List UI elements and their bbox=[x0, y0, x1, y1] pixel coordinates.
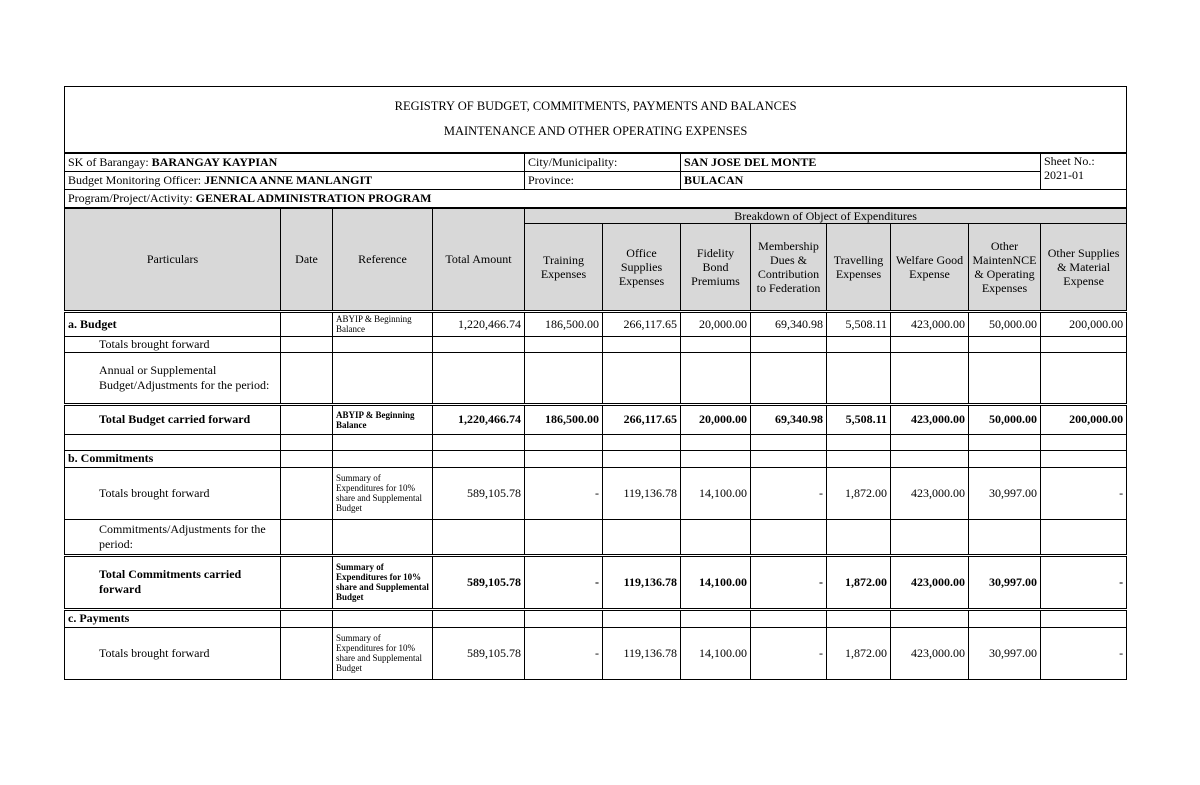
commitments-carried-value: 1,872.00 bbox=[827, 555, 891, 609]
commitments-carried-reference: Summary of Expenditures for 10% share and Supplemental Budget bbox=[333, 555, 433, 609]
sk-value: BARANGAY KAYPIAN bbox=[151, 154, 278, 169]
commitments-carried-value: - bbox=[751, 555, 827, 609]
budget-supplemental: Annual or Supplemental Budget/Adjustments for the period: bbox=[65, 352, 281, 404]
registry-sheet bbox=[64, 86, 1126, 680]
officer-value: JENNICA ANNE MANLANGIT bbox=[204, 173, 373, 187]
commitments-carried-value: 119,136.78 bbox=[603, 555, 681, 609]
payments-reference: Summary of Expenditures for 10% share and Supplemental Budget bbox=[333, 627, 433, 679]
officer-label: Budget Monitoring Officer: bbox=[68, 173, 202, 187]
budget-reference: ABYIP & Beginning Balance bbox=[333, 311, 433, 336]
header-reference: Reference bbox=[333, 208, 433, 312]
payments-label: c. Payments bbox=[65, 609, 281, 627]
budget-carried-value: 20,000.00 bbox=[681, 404, 751, 434]
payments-brought-forward: Totals brought forward bbox=[65, 627, 281, 679]
commitments-carried-total: 589,105.78 bbox=[433, 555, 525, 609]
header-particulars: Particulars bbox=[65, 208, 281, 312]
commitments-reference: Summary of Expenditures for 10% share and Supplemental Budget bbox=[333, 467, 433, 519]
commitments-carried-value: - bbox=[1041, 555, 1127, 609]
budget-row bbox=[65, 311, 1127, 336]
commitments-adjustments: Commitments/Adjustments for the period: bbox=[65, 519, 281, 555]
commitments-total: 589,105.78 bbox=[433, 467, 525, 519]
commitments-value: 14,100.00 bbox=[681, 467, 751, 519]
budget-value: 69,340.98 bbox=[751, 311, 827, 336]
spacer-row bbox=[65, 434, 1127, 450]
commitments-carried-value: 423,000.00 bbox=[891, 555, 969, 609]
payments-value: 14,100.00 bbox=[681, 627, 751, 679]
budget-carried-value: 186,500.00 bbox=[525, 404, 603, 434]
header-office-supplies: Office Supplies Expenses bbox=[603, 223, 681, 311]
header-training: Training Expenses bbox=[525, 223, 603, 311]
commitments-carried-value: 14,100.00 bbox=[681, 555, 751, 609]
budget-carried-value: 50,000.00 bbox=[969, 404, 1041, 434]
officer-cell bbox=[65, 172, 525, 190]
payments-brought-forward-row bbox=[65, 627, 1127, 679]
header-other-supplies: Other Supplies & Material Expense bbox=[1041, 223, 1127, 311]
budget-carried-label: Total Budget carried forward bbox=[65, 404, 281, 434]
budget-value: 423,000.00 bbox=[891, 311, 969, 336]
city-value: SAN JOSE DEL MONTE bbox=[681, 153, 1041, 172]
header-other-mooe: Other MaintenNCE & Operating Expenses bbox=[969, 223, 1041, 311]
commitments-carried-value: 30,997.00 bbox=[969, 555, 1041, 609]
header-welfare-good: Welfare Good Expense bbox=[891, 223, 969, 311]
commitments-adjustments-row bbox=[65, 519, 1127, 555]
program-label: Program/Project/Activity: bbox=[68, 190, 193, 205]
header-membership-dues: Membership Dues & Contribution to Federation bbox=[751, 223, 827, 311]
budget-brought-forward-row bbox=[65, 336, 1127, 352]
payments-value: - bbox=[1041, 627, 1127, 679]
budget-carried-row bbox=[65, 404, 1127, 434]
province-value: BULACAN bbox=[681, 172, 1041, 190]
budget-carried-reference: ABYIP & Beginning Balance bbox=[333, 404, 433, 434]
commitments-value: 1,872.00 bbox=[827, 467, 891, 519]
budget-value: 20,000.00 bbox=[681, 311, 751, 336]
title-line-1: REGISTRY OF BUDGET, COMMITMENTS, PAYMENTS AND BALANCES bbox=[394, 99, 797, 114]
budget-carried-value: 200,000.00 bbox=[1041, 404, 1127, 434]
budget-brought-forward: Totals brought forward bbox=[65, 336, 281, 352]
city-label: City/Municipality: bbox=[525, 153, 681, 172]
report-title bbox=[65, 87, 1127, 153]
commitments-carried-row bbox=[65, 555, 1127, 609]
commitments-value: - bbox=[751, 467, 827, 519]
payments-section-row bbox=[65, 609, 1127, 627]
budget-supplemental-row bbox=[65, 352, 1127, 404]
commitments-section-row bbox=[65, 450, 1127, 467]
budget-carried-value: 266,117.65 bbox=[603, 404, 681, 434]
budget-value: 186,500.00 bbox=[525, 311, 603, 336]
commitments-value: - bbox=[1041, 467, 1127, 519]
budget-date bbox=[281, 311, 333, 336]
title-line-2: MAINTENANCE AND OTHER OPERATING EXPENSES bbox=[443, 124, 748, 139]
commitments-value: - bbox=[525, 467, 603, 519]
budget-label: a. Budget bbox=[65, 311, 281, 336]
province-label: Province: bbox=[525, 172, 681, 190]
program-value: GENERAL ADMINISTRATION PROGRAM bbox=[195, 190, 432, 205]
header-breakdown: Breakdown of Object of Expenditures bbox=[525, 208, 1127, 224]
commitments-value: 119,136.78 bbox=[603, 467, 681, 519]
sk-barangay-cell bbox=[65, 153, 525, 172]
sheet-no-cell bbox=[1041, 153, 1127, 190]
sheet-value: 2021-01 bbox=[1044, 167, 1084, 182]
budget-carried-total: 1,220,466.74 bbox=[433, 404, 525, 434]
header-total-amount: Total Amount bbox=[433, 208, 525, 312]
sheet-label: Sheet No.: bbox=[1044, 153, 1095, 168]
program-cell bbox=[65, 190, 1127, 208]
payments-value: 423,000.00 bbox=[891, 627, 969, 679]
header-travelling: Travelling Expenses bbox=[827, 223, 891, 311]
commitments-carried-value: - bbox=[525, 555, 603, 609]
payments-value: 119,136.78 bbox=[603, 627, 681, 679]
budget-carried-value: 69,340.98 bbox=[751, 404, 827, 434]
header-date: Date bbox=[281, 208, 333, 312]
sk-label: SK of Barangay: bbox=[68, 154, 149, 169]
budget-value: 266,117.65 bbox=[603, 311, 681, 336]
budget-carried-value: 5,508.11 bbox=[827, 404, 891, 434]
budget-value: 5,508.11 bbox=[827, 311, 891, 336]
registry-table bbox=[64, 86, 1127, 680]
commitments-brought-forward-row bbox=[65, 467, 1127, 519]
commitments-value: 423,000.00 bbox=[891, 467, 969, 519]
header-fidelity-bond: Fidelity Bond Premiums bbox=[681, 223, 751, 311]
payments-value: 30,997.00 bbox=[969, 627, 1041, 679]
commitments-value: 30,997.00 bbox=[969, 467, 1041, 519]
commitments-brought-forward: Totals brought forward bbox=[65, 467, 281, 519]
payments-value: - bbox=[525, 627, 603, 679]
payments-value: - bbox=[751, 627, 827, 679]
payments-value: 1,872.00 bbox=[827, 627, 891, 679]
budget-value: 50,000.00 bbox=[969, 311, 1041, 336]
commitments-label: b. Commitments bbox=[65, 450, 281, 467]
budget-total: 1,220,466.74 bbox=[433, 311, 525, 336]
payments-total: 589,105.78 bbox=[433, 627, 525, 679]
budget-carried-value: 423,000.00 bbox=[891, 404, 969, 434]
budget-value: 200,000.00 bbox=[1041, 311, 1127, 336]
commitments-carried-label: Total Commitments carried forward bbox=[65, 555, 281, 609]
